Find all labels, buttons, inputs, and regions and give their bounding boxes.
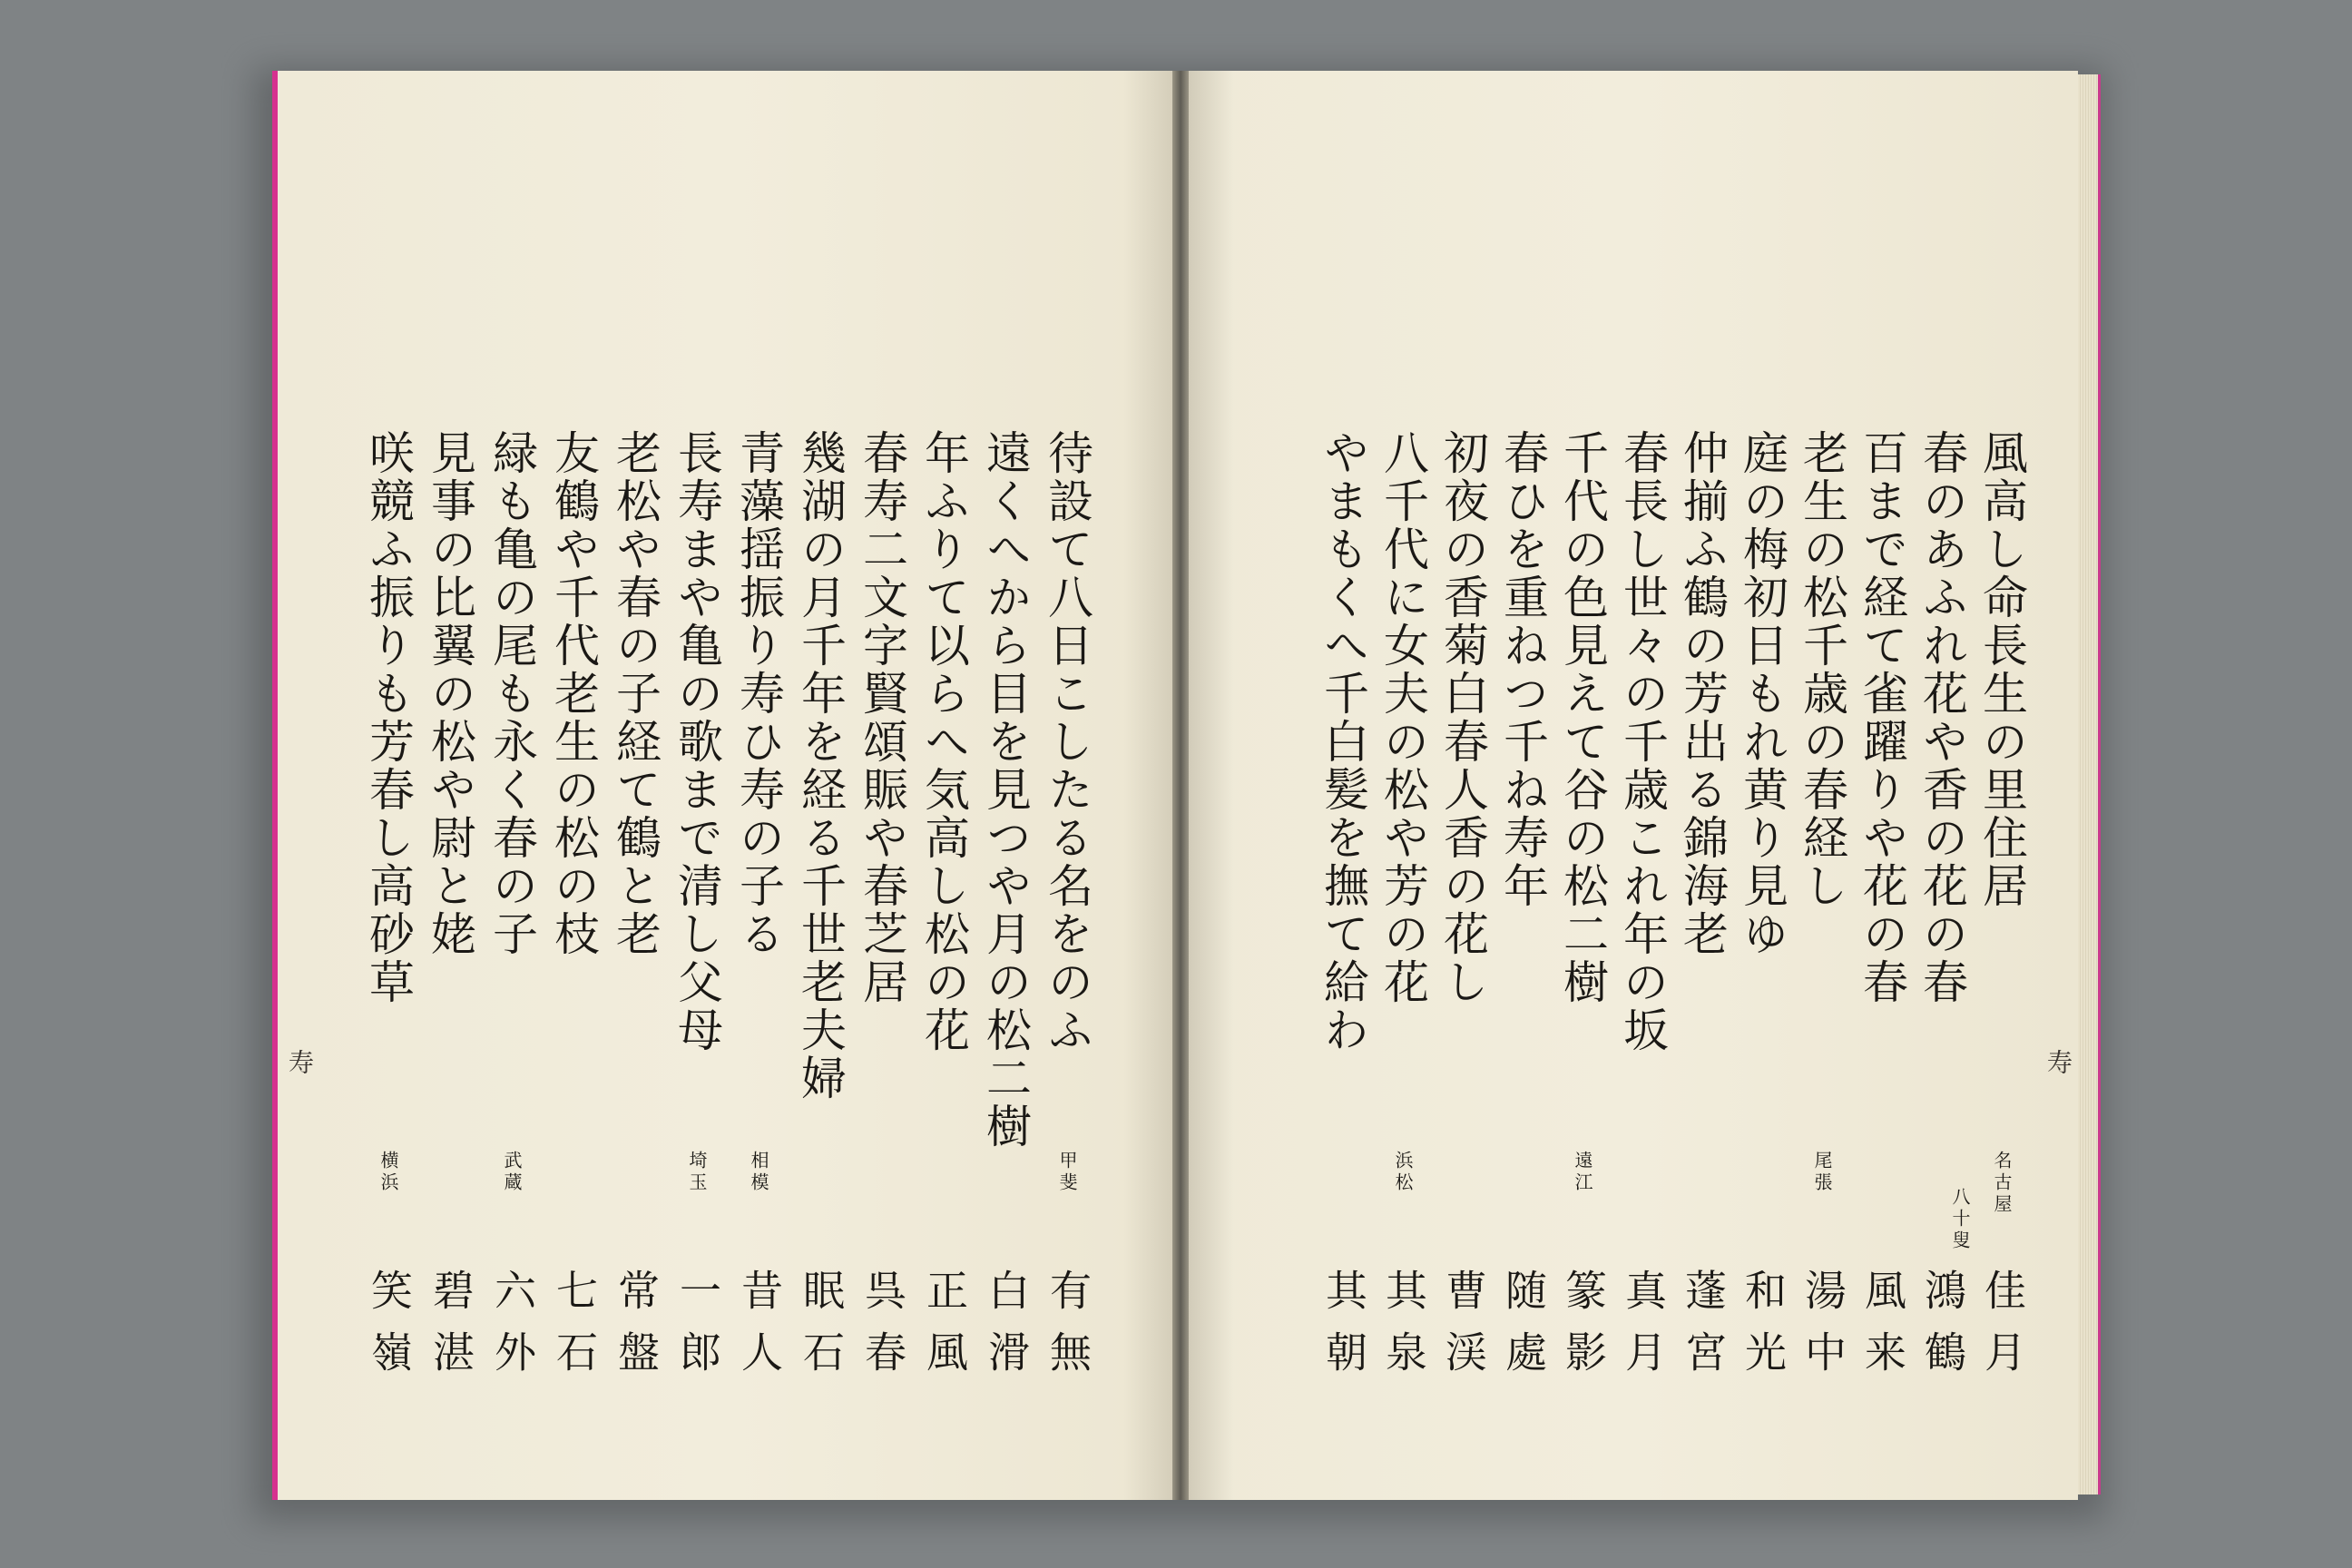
verse-line: 八千代に女夫の松や芳の花 [1377, 429, 1429, 1006]
verse-line: 遠くへから目を見つや月の松二樹 [979, 429, 1032, 1151]
author-name: 和光 [1739, 1269, 1788, 1392]
verse-line: 見事の比翼の松や尉と姥 [424, 429, 476, 958]
author-name: 鴻鶴 [1918, 1269, 1967, 1392]
place-name: 相模 [748, 1151, 769, 1194]
verse-line: 長寿まや亀の歌まで清し父母 [671, 429, 723, 1054]
place-name: 横浜 [377, 1151, 399, 1194]
verse-line: 老松や春の子経て鶴と老 [609, 429, 662, 958]
author-name: 一郎 [673, 1269, 722, 1392]
author-name: 其泉 [1379, 1269, 1428, 1392]
verse-line: 青藻揺振り寿ひ寿の子る [732, 429, 785, 958]
author-name: 眠石 [797, 1269, 846, 1392]
verse-line: 庭の梅初日もれ黄り見ゆ [1736, 429, 1788, 958]
verse-line: 緑も亀の尾も永く春の子 [485, 429, 538, 958]
place-name: 武蔵 [501, 1151, 523, 1194]
author-name: 蓬宮 [1679, 1269, 1728, 1392]
right-page [1189, 71, 2078, 1500]
book-gutter [1172, 71, 1189, 1500]
author-name: 佳月 [1978, 1269, 2027, 1392]
author-name: 真月 [1619, 1269, 1668, 1392]
left-page [272, 71, 1178, 1500]
verse-line: 待設て八日こしたる名をのふ [1041, 429, 1093, 1054]
author-name: 七石 [550, 1269, 599, 1392]
verse-line: 幾湖の月千年を経る千世老夫婦 [794, 429, 847, 1102]
right-page-folio: 寿 [2043, 1049, 2073, 1074]
author-name: 白滑 [982, 1269, 1031, 1392]
verse-line: 年ふりて以らへ気高し松の花 [917, 429, 970, 1054]
author-name: 有無 [1044, 1269, 1093, 1392]
left-page-folio: 寿 [285, 1049, 315, 1074]
author-name: 碧湛 [426, 1269, 475, 1392]
author-name: 正風 [920, 1269, 969, 1392]
author-name: 呉春 [858, 1269, 907, 1392]
verse-line: 千代の色見えて谷の松二樹 [1556, 429, 1609, 1006]
verse-line: 百まで経て雀躍りや花の春 [1856, 429, 1908, 1006]
verse-line: 仲揃ふ鶴の芳出る錦海老 [1676, 429, 1729, 958]
verse-line: 春のあふれ花や香の花の春 [1916, 429, 1968, 1006]
verse-line: 老生の松千歳の春経し [1796, 429, 1848, 910]
verse-line: 春長し世々の千歳これ年の坂 [1616, 429, 1669, 1054]
place-name: 遠江 [1572, 1151, 1593, 1194]
author-name: 六外 [488, 1269, 537, 1392]
author-name: 笑嶺 [365, 1269, 414, 1392]
author-name: 常盤 [612, 1269, 661, 1392]
place-name: 甲斐 [1056, 1151, 1078, 1194]
place-name: 浜松 [1392, 1151, 1414, 1194]
author-name: 随處 [1499, 1269, 1548, 1392]
verse-line: 咲競ふ振りも芳春し高砂草 [362, 429, 415, 1006]
page-edges [2078, 74, 2101, 1494]
author-name: 湯中 [1798, 1269, 1847, 1392]
place-name: 尾張 [1811, 1151, 1833, 1194]
place-name: 八十叟 [1949, 1187, 1971, 1252]
verse-line: 春ひを重ねつ千ね寿年 [1496, 429, 1549, 910]
author-name: 曹渓 [1439, 1269, 1488, 1392]
author-name: 其朝 [1319, 1269, 1368, 1392]
verse-line: 友鶴や千代老生の松の枝 [547, 429, 600, 958]
verse-line: 初夜の香菊白春人香の花し [1436, 429, 1489, 1006]
author-name: 風来 [1858, 1269, 1907, 1392]
author-name: 篆影 [1559, 1269, 1608, 1392]
place-name: 名古屋 [1991, 1151, 2013, 1216]
place-name: 埼玉 [686, 1151, 708, 1194]
verse-line: やまもくへ千白髪を撫て給わ [1317, 429, 1369, 1054]
verse-line: 春寿二文字賢頌賑や春芝居 [856, 429, 908, 1006]
author-name: 昔人 [735, 1269, 784, 1392]
verse-line: 風高し命長生の里住居 [1975, 429, 2028, 910]
